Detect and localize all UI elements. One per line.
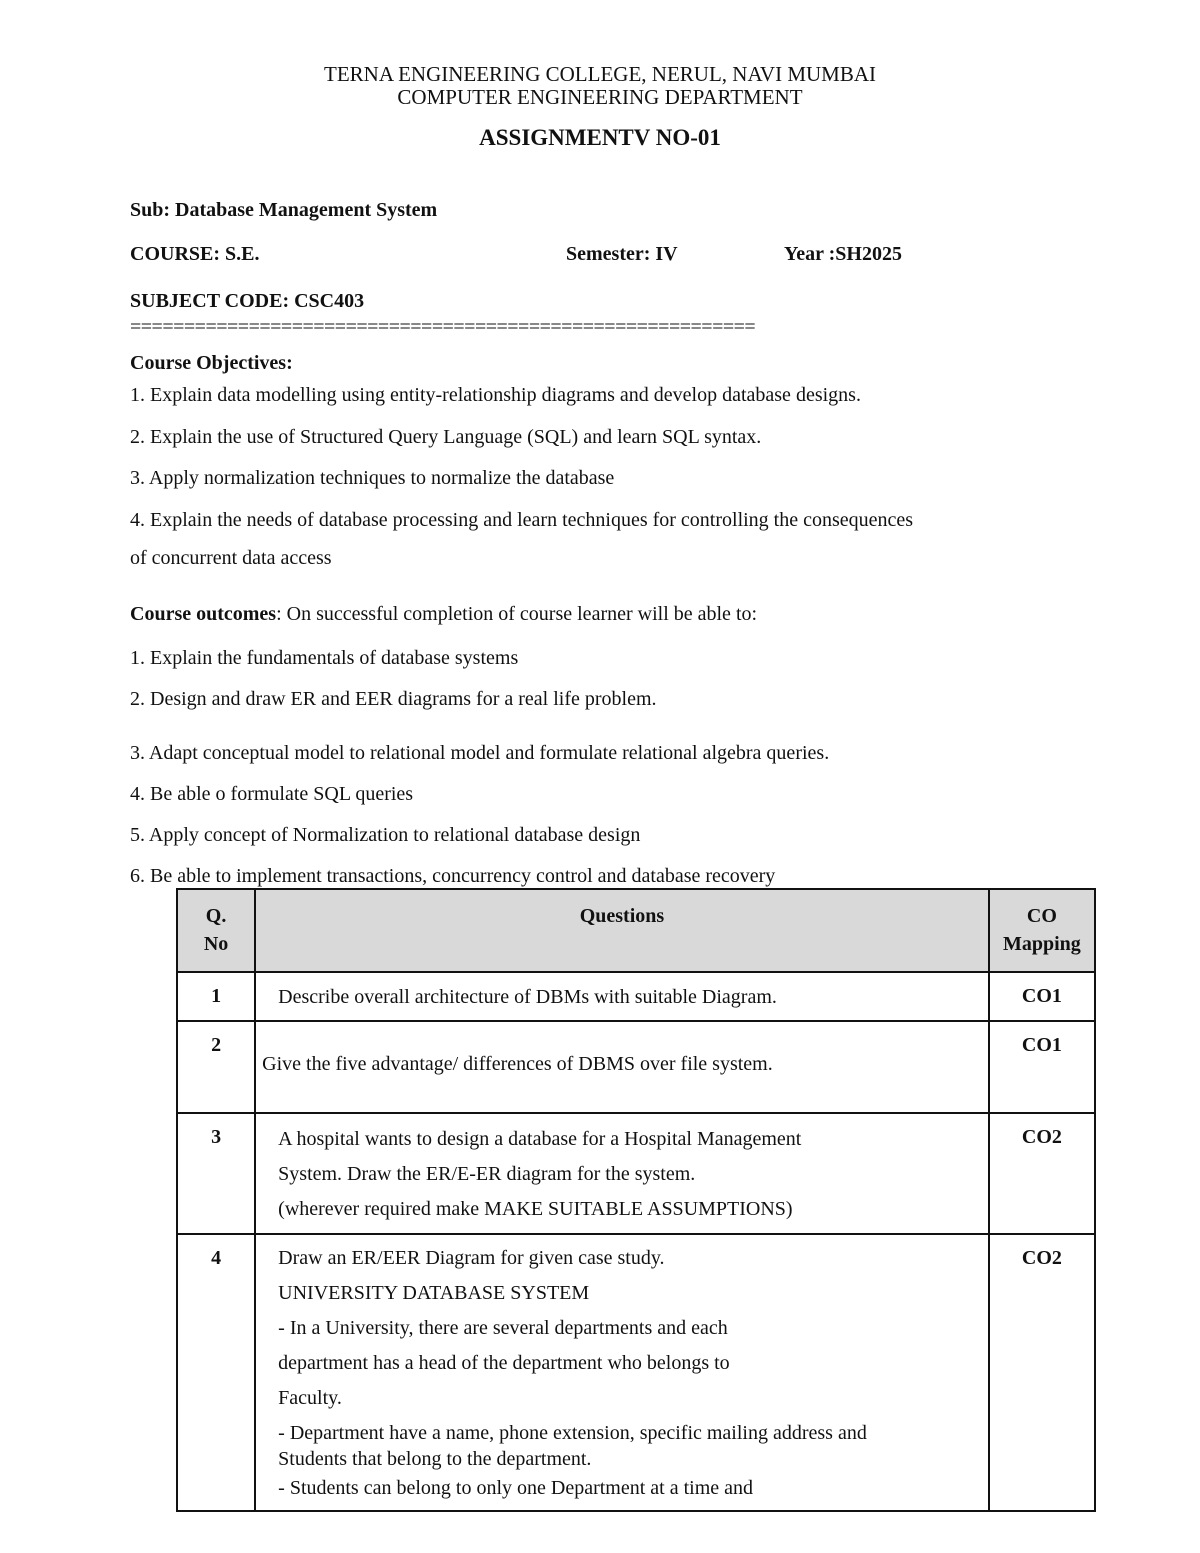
table-row [177, 1234, 1095, 1511]
subject-line: Sub: Database Management System [130, 199, 438, 221]
qno-header [177, 889, 255, 972]
table-row [177, 972, 1095, 1021]
question-line: - In a University, there are several departments and each [278, 1317, 728, 1339]
co-header [989, 889, 1095, 972]
question-number: 4 [177, 1234, 255, 1511]
outcome-item: 1. Explain the fundamentals of database systems [130, 647, 519, 669]
assignment-title: ASSIGNMENTV NO-01 [479, 125, 721, 150]
outcome-item: 5. Apply concept of Normalization to relational database design [130, 824, 641, 846]
outcome-item: 6. Be able to implement transactions, concurrency control and database recovery [130, 865, 776, 887]
co-mapping: CO1 [989, 972, 1095, 1021]
subject-code-line: SUBJECT CODE: CSC403 [130, 290, 365, 312]
college-name: TERNA ENGINEERING COLLEGE, NERUL, NAVI MUMBAI [324, 62, 876, 86]
year-line: Year :SH2025 [784, 243, 902, 265]
question-line: UNIVERSITY DATABASE SYSTEM [278, 1282, 590, 1304]
question-line: Students that belong to the department. [278, 1448, 592, 1470]
table-row [177, 1021, 1095, 1113]
objective-item: 2. Explain the use of Structured Query Language (SQL) and learn SQL syntax. [130, 426, 762, 448]
question-text [255, 1234, 989, 1511]
question-text [255, 1021, 989, 1113]
question-line: A hospital wants to design a database for a Hospital Management [278, 1128, 802, 1150]
question-line: Describe overall architecture of DBMs with suitable Diagram. [278, 986, 777, 1008]
co-header-line: CO [1026, 905, 1057, 927]
qno-header-line: No [203, 933, 229, 955]
outcome-item: 4. Be able o formulate SQL queries [130, 783, 414, 805]
question-text [255, 972, 989, 1021]
table-row [177, 1113, 1095, 1234]
question-line: - Department have a name, phone extension, specific mailing address and [278, 1422, 867, 1444]
question-number: 3 [177, 1113, 255, 1234]
objective-item: 4. Explain the needs of database processing and learn techniques for controlling the consequences [130, 509, 914, 531]
question-line: Draw an ER/EER Diagram for given case study. [278, 1247, 665, 1269]
question-number: 1 [177, 972, 255, 1021]
separator-line: ========================================================== [130, 316, 756, 338]
objective-item: 1. Explain data modelling using entity-relationship diagrams and develop database designs. [130, 384, 861, 406]
question-text [255, 1113, 989, 1234]
objectives-heading: Course Objectives: [130, 352, 293, 374]
questions-table [176, 888, 1096, 1512]
objective-item: 3. Apply normalization techniques to normalize the database [130, 467, 615, 489]
table-header-row [177, 889, 1095, 972]
question-line: Give the five advantage/ differences of DBMS over file system. [262, 1053, 773, 1075]
co-mapping: CO1 [989, 1021, 1095, 1113]
question-line: System. Draw the ER/E-ER diagram for the system. [278, 1163, 696, 1185]
objective-item: of concurrent data access [130, 547, 332, 569]
co-header-line: Mapping [1002, 933, 1081, 955]
course-line: COURSE: S.E. [130, 243, 260, 265]
question-line: department has a head of the department who belongs to [278, 1352, 730, 1374]
outcome-item: 2. Design and draw ER and EER diagrams for a real life problem. [130, 688, 657, 710]
question-line: Faculty. [278, 1387, 342, 1409]
question-line: (wherever required make MAKE SUITABLE ASSUMPTIONS) [278, 1198, 793, 1220]
questions-header: Questions [255, 889, 989, 972]
outcomes-heading: Course outcomes [130, 603, 277, 625]
department-name: COMPUTER ENGINEERING DEPARTMENT [397, 85, 803, 109]
question-line: - Students can belong to only one Department at a time and [278, 1477, 754, 1499]
co-mapping: CO2 [989, 1234, 1095, 1511]
outcomes-intro-line [130, 603, 757, 626]
qno-header-line: Q. [205, 905, 227, 927]
question-number: 2 [177, 1021, 255, 1113]
outcome-item: 3. Adapt conceptual model to relational model and formulate relational algebra queries. [130, 742, 830, 764]
semester-line: Semester: IV [566, 243, 678, 265]
co-mapping: CO2 [989, 1113, 1095, 1234]
outcomes-intro: : On successful completion of course learner will be able to: [276, 603, 758, 625]
